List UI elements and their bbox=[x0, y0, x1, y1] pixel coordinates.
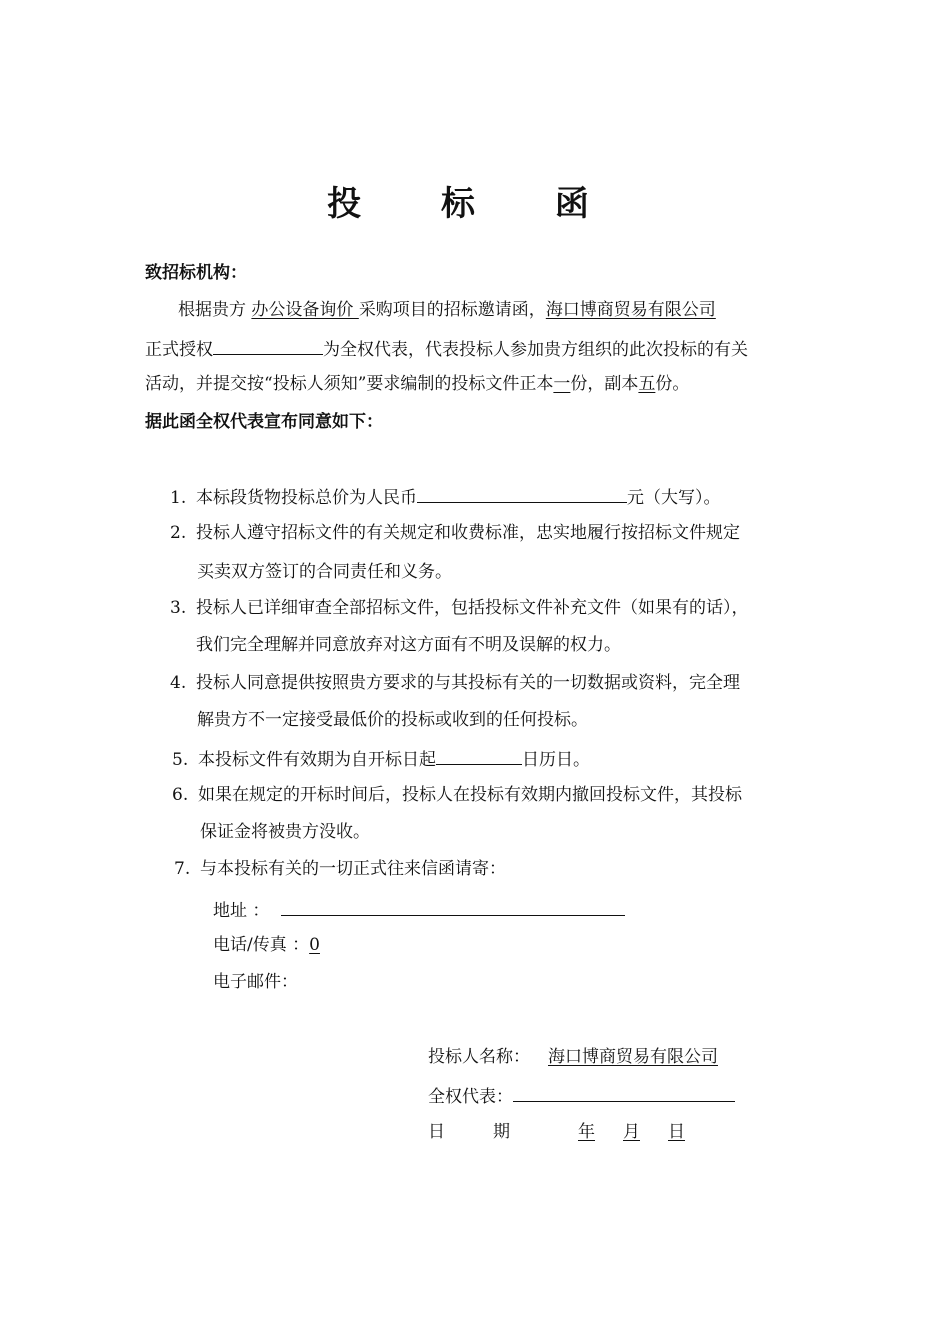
intro-text: 份。 bbox=[655, 374, 690, 394]
intro-text: 根据贵方 bbox=[178, 300, 252, 320]
date-blank[interactable] bbox=[510, 1122, 685, 1142]
bidder-name-label: 投标人名称： bbox=[428, 1047, 530, 1067]
declaration-heading: 据此函全权代表宣布同意如下： bbox=[145, 412, 383, 432]
list-item bbox=[170, 484, 721, 509]
intro-text: 活动，并提交按“投标人须知”要求编制的投标文件正本 bbox=[145, 374, 554, 394]
item-text: 保证金将被贵方没收。 bbox=[200, 822, 370, 842]
date-row bbox=[428, 1121, 685, 1143]
item-text: 本投标文件有效期为自开标日起 bbox=[198, 750, 436, 770]
address-row bbox=[213, 897, 625, 922]
month-label: 月 bbox=[623, 1122, 640, 1142]
project-name: 办公设备询价 bbox=[251, 300, 359, 320]
company-name: 海口博商贸易有限公司 bbox=[545, 300, 716, 320]
item-text: 解贵方不一定接受最低价的投标或收到的任何投标。 bbox=[197, 710, 588, 730]
list-item bbox=[172, 746, 590, 771]
original-count: 一 bbox=[553, 374, 571, 394]
item-text: 投标人遵守招标文件的有关规定和收费标准，忠实地履行按招标文件规定 bbox=[196, 523, 740, 543]
total-price-blank[interactable] bbox=[417, 484, 627, 503]
intro-line-3 bbox=[145, 373, 689, 395]
intro-text: 采购项目的招标邀请函， bbox=[358, 300, 546, 320]
date-label: 日 bbox=[428, 1122, 445, 1142]
address-blank[interactable] bbox=[281, 897, 625, 916]
item-text: 投标人同意提供按照贵方要求的与其投标有关的一切数据或资料，完全理 bbox=[196, 673, 740, 693]
bidder-name-row bbox=[428, 1046, 718, 1068]
phone-value: 0 bbox=[309, 935, 320, 955]
item-text: 本标段货物投标总价为人民币 bbox=[196, 488, 417, 508]
email-label: 电子邮件： bbox=[213, 972, 298, 992]
representative-row bbox=[428, 1083, 735, 1108]
address-label: 地址 ： bbox=[213, 901, 270, 921]
item-number: 1. bbox=[170, 488, 187, 508]
intro-line-1 bbox=[178, 299, 716, 321]
bidder-name-value: 海口博商贸易有限公司 bbox=[548, 1047, 718, 1067]
year-label: 年 bbox=[578, 1122, 595, 1142]
item-number: 6. bbox=[172, 785, 189, 805]
list-item bbox=[170, 522, 740, 544]
item-number: 4. bbox=[170, 673, 187, 693]
item-text: 日历日。 bbox=[522, 750, 590, 770]
list-item bbox=[174, 858, 506, 880]
copy-count: 五 bbox=[638, 374, 656, 394]
intro-line-2 bbox=[145, 336, 748, 361]
item-text: 买卖双方签订的合同责任和义务。 bbox=[197, 562, 452, 582]
item-text: 我们完全理解并同意放弃对这方面有不明及误解的权力。 bbox=[196, 635, 621, 655]
list-item bbox=[170, 597, 749, 619]
day-label: 日 bbox=[668, 1122, 685, 1142]
item-number: 5. bbox=[172, 750, 189, 770]
intro-text: 为全权代表，代表投标人参加贵方组织的此次投标的有关 bbox=[323, 340, 748, 360]
date-label: 期 bbox=[493, 1122, 510, 1142]
phone-row bbox=[213, 934, 320, 956]
intro-text: 份，副本 bbox=[570, 374, 639, 394]
representative-blank[interactable] bbox=[213, 336, 323, 355]
item-number: 3. bbox=[170, 598, 187, 618]
validity-days-blank[interactable] bbox=[436, 746, 522, 765]
list-item bbox=[170, 672, 740, 694]
item-number: 7. bbox=[174, 859, 191, 879]
item-text: 投标人已详细审查全部招标文件，包括投标文件补充文件（如果有的话）， bbox=[196, 598, 749, 618]
item-number: 2. bbox=[170, 523, 187, 543]
phone-label: 电话/传真 ： bbox=[213, 935, 310, 955]
representative-signature-blank[interactable] bbox=[513, 1083, 735, 1102]
representative-label: 全权代表： bbox=[428, 1087, 513, 1107]
document-title: 投 标 函 bbox=[327, 184, 623, 224]
item-text: 与本投标有关的一切正式往来信函请寄： bbox=[200, 859, 506, 879]
intro-text: 正式授权 bbox=[145, 340, 213, 360]
addressee: 致招标机构： bbox=[145, 263, 247, 283]
item-text: 如果在规定的开标时间后，投标人在投标有效期内撤回投标文件，其投标 bbox=[198, 785, 742, 805]
item-text: 元（大写）。 bbox=[627, 488, 721, 508]
list-item bbox=[172, 784, 742, 806]
